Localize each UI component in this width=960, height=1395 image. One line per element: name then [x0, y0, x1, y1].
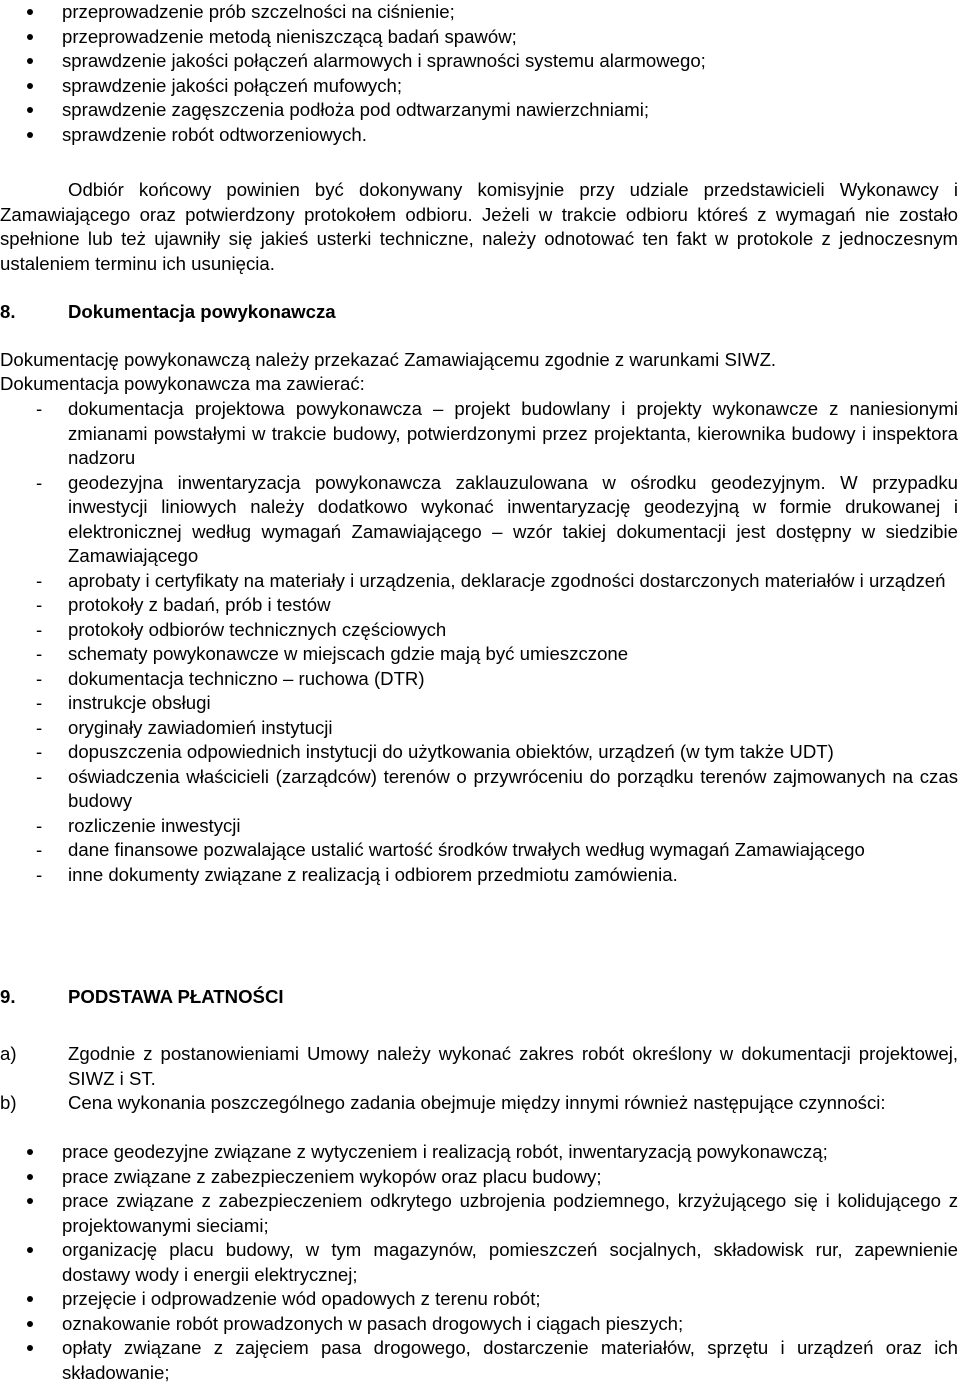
section-8-intro-line-1: Dokumentację powykonawczą należy przekazać Zamawiającemu zgodnie z warunkami SIWZ. [0, 349, 777, 370]
list-item: - dane finansowe pozwalające ustalić wartość środków trwałych według wymagań Zamawiającego [36, 839, 865, 860]
payment-item-a: a) Zgodnie z postanowieniami Umowy należy wykonać zakres robót określony w dokumentacji projektowej, SIWZ i ST. [0, 1043, 958, 1089]
list-item: prace geodezyjne związane z wytyczeniem i realizacją robót, inwentaryzacją powykonawczą; [0, 1140, 958, 1165]
bullet-icon [27, 1321, 33, 1327]
bullet-icon [27, 1174, 33, 1180]
bullet-icon [27, 107, 33, 113]
documentation-list [0, 397, 958, 887]
payment-bullet-list [0, 1140, 958, 1385]
section-8-heading: 8. Dokumentacja powykonawcza [0, 301, 336, 322]
bullet-icon [27, 83, 33, 89]
list-item: sprawdzenie jakości połączeń mufowych; [0, 74, 958, 99]
list-item: sprawdzenie zagęszczenia podłoża pod odtwarzanymi nawierzchniami; [0, 98, 958, 123]
bullet-icon [27, 1345, 33, 1351]
top-bullet-list [0, 0, 958, 147]
list-item: prace związane z zabezpieczeniem odkrytego uzbrojenia podziemnego, krzyżującego się i kolidującego z projektowanymi sieciami; [0, 1189, 958, 1238]
bullet-icon [27, 58, 33, 64]
bullet-icon [27, 1247, 33, 1253]
list-item: - geodezyjna inwentaryzacja powykonawcza zaklauzulowana w ośrodku geodezyjnym. W przypadku inwestycji liniowych należy dodatkowo wykonać inwentaryzację geodezyjną w formie drukowanej i elektronicznej według wymagań Zamawiającego – wzór takiej dokumentacji jest dostępny w siedzibie Zamawiającego [36, 471, 958, 566]
list-item: opłaty związane z zajęciem pasa drogowego, dostarczenie materiałów, sprzętu i urządzeń oraz ich składowanie; [0, 1336, 958, 1385]
bullet-icon [27, 132, 33, 138]
list-item: prace związane z zabezpieczeniem wykopów oraz placu budowy; [0, 1165, 958, 1190]
list-item: - protokoły odbiorów technicznych częściowych [36, 618, 447, 640]
payment-item-b: b) Cena wykonania poszczególnego zadania obejmuje między innymi również następujące czynności: [0, 1092, 886, 1113]
list-item: organizację placu budowy, w tym magazynów, pomieszczeń socjalnych, składowisk rur, zapewnienie dostawy wody i energii elektrycznej; [0, 1238, 958, 1287]
list-item: - oświadczenia właścicieli (zarządców) terenów o przywróceniu do porządku terenów zajmowanych na czas budowy [36, 765, 958, 811]
list-item: - dopuszczenia odpowiednich instytucji do użytkowania obiektów, urządzeń (w tym także UDT) [36, 741, 834, 762]
bullet-icon [27, 9, 33, 15]
list-item: - dokumentacja projektowa powykonawcza – projekt budowlany i projekty wykonawcze z naniesionymi zmianami powstałymi w trakcie budowy, potwierdzonymi przez projektanta, kierownika budowy i inspektora nadzoru [36, 398, 958, 468]
list-item: - protokoły z badań, prób i testów [36, 594, 331, 615]
list-item: - rozliczenie inwestycji [36, 814, 241, 836]
list-item: oznakowanie robót prowadzonych w pasach drogowych i ciągach pieszych; [0, 1312, 958, 1337]
section-9-heading: 9. PODSTAWA PŁATNOŚCI [0, 986, 284, 1007]
list-item: - schematy powykonawcze w miejscach gdzie mają być umieszczone [36, 643, 629, 664]
list-item: - dokumentacja techniczno – ruchowa (DTR) [36, 667, 425, 689]
bullet-icon [27, 1149, 33, 1155]
list-item: przejęcie i odprowadzenie wód opadowych z terenu robót; [0, 1287, 958, 1312]
bullet-icon [27, 1198, 33, 1204]
list-item: - instrukcje obsługi [36, 692, 211, 713]
final-acceptance-paragraph: Odbiór końcowy powinien być dokonywany komisyjnie przy udziale przedstawicieli Wykonawcy i Zamawiającego oraz potwierdzony protokołem odbioru. Jeżeli w trakcie odbioru któreś z wymagań nie zostało spełnione lub też ujawniły się jakieś usterki techniczne, należy odnotować ten fakt w protokole z jednoczesnym ustaleniem terminu ich usunięcia. [0, 179, 958, 274]
list-item: - aprobaty i certyfikaty na materiały i urządzenia, deklaracje zgodności dostarczonych materiałów i urządzeń [36, 569, 946, 591]
list-item: sprawdzenie jakości połączeń alarmowych i sprawności systemu alarmowego; [0, 49, 958, 74]
list-item: - inne dokumenty związane z realizacją i odbiorem przedmiotu zamówienia. [36, 863, 678, 885]
list-item: przeprowadzenie prób szczelności na ciśnienie; [0, 0, 958, 25]
bullet-icon [27, 1296, 33, 1302]
list-item: - oryginały zawiadomień instytucji [36, 716, 333, 738]
list-item: przeprowadzenie metodą nieniszczącą badań spawów; [0, 25, 958, 50]
bullet-icon [27, 34, 33, 40]
section-8-intro-line-2: Dokumentacja powykonawcza ma zawierać: [0, 373, 365, 394]
list-item: sprawdzenie robót odtworzeniowych. [0, 123, 958, 148]
